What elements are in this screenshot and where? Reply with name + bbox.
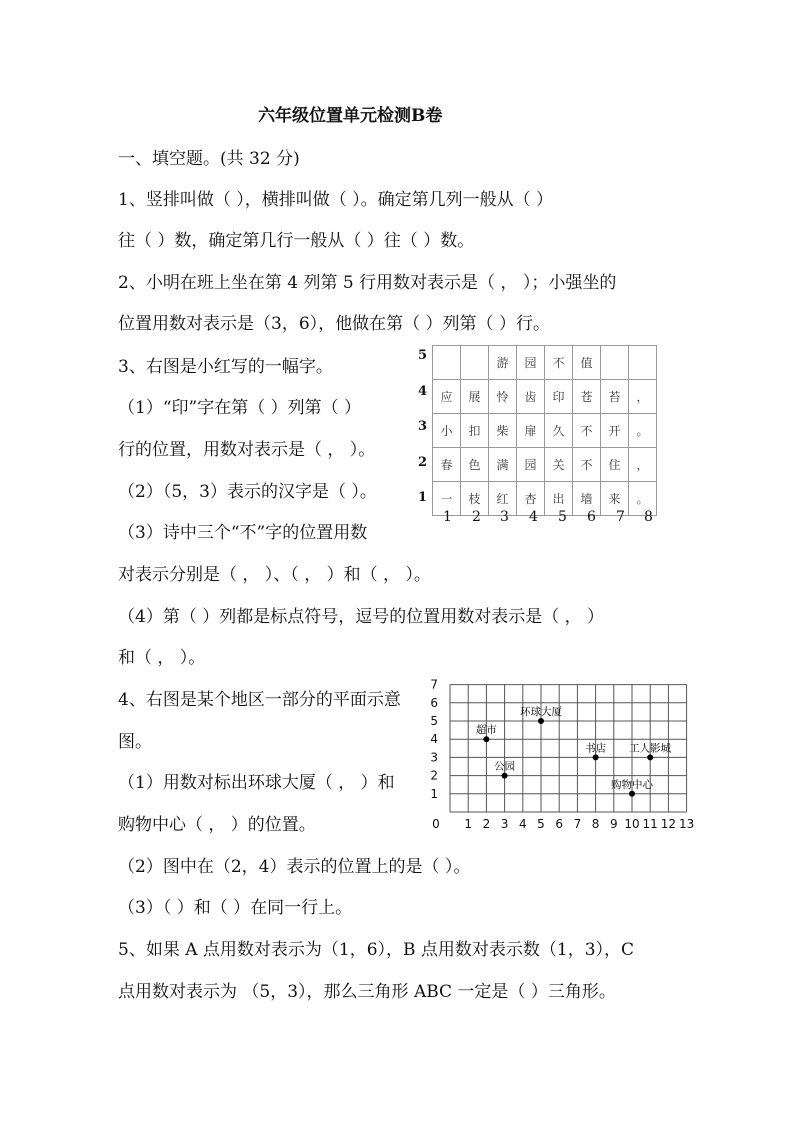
x-tick-label: 6 bbox=[555, 817, 564, 831]
grid-cell: 开 bbox=[601, 414, 629, 448]
grid-cell: 红 bbox=[489, 482, 517, 516]
grid-cell bbox=[433, 346, 461, 380]
row-label: 2 bbox=[418, 455, 428, 470]
q4-1b: 购物中心（ ， ）的位置。 bbox=[118, 815, 316, 835]
col-label: 6 bbox=[587, 509, 596, 525]
row-label: 3 bbox=[418, 419, 428, 434]
x-tick-label: 10 bbox=[624, 817, 640, 831]
q3-intro: 3、右图是小红写的一幅字。 bbox=[118, 357, 333, 377]
grid-cell: 杏 bbox=[517, 482, 545, 516]
x-tick-label: 5 bbox=[537, 817, 545, 831]
grid-cell bbox=[629, 346, 657, 380]
q4-intro-a: 4、右图是某个地区一部分的平面示意 bbox=[118, 690, 401, 710]
col-label: 8 bbox=[644, 509, 653, 525]
grid-cell: 不 bbox=[545, 346, 573, 380]
grid-cell: 值 bbox=[573, 346, 601, 380]
map-point bbox=[647, 754, 653, 760]
grid-cell: 满 bbox=[489, 448, 517, 482]
grid-cell: 柴 bbox=[489, 414, 517, 448]
map-point-label: 环球大厦 bbox=[520, 706, 562, 718]
grid-row bbox=[433, 448, 657, 482]
grid-cell: 墙 bbox=[573, 482, 601, 516]
grid-cell: 怜 bbox=[489, 380, 517, 414]
grid-cell: 不 bbox=[573, 448, 601, 482]
x-tick-label: 4 bbox=[518, 817, 527, 831]
q4-1a: （1）用数对标出环球大厦（ ， ）和 bbox=[118, 773, 395, 793]
q5-line2: 点用数对表示为 （5，3），那么三角形 ABC 一定是（ ）三角形。 bbox=[118, 982, 616, 1002]
grid-cell: 苔 bbox=[601, 380, 629, 414]
q3-2: （2）（5，3）表示的汉字是（ ）。 bbox=[118, 482, 377, 502]
q3-3b: 对表示分别是（ ， ）、（ ， ）和（ ， ）。 bbox=[118, 565, 431, 585]
x-tick-label: 3 bbox=[500, 817, 509, 831]
y-tick-label: 1 bbox=[430, 786, 438, 801]
col-label: 2 bbox=[472, 509, 481, 525]
y-tick-label: 3 bbox=[430, 750, 438, 765]
grid-cell: 住 bbox=[601, 448, 629, 482]
grid-cell bbox=[461, 346, 489, 380]
q4-intro-b: 图。 bbox=[118, 732, 152, 752]
y-tick-label: 6 bbox=[430, 695, 438, 710]
map-point-label: 工人影城 bbox=[629, 742, 672, 755]
q3-4a: （4）第（ ）列都是标点符号，逗号的位置用数对表示是（ ， ） bbox=[118, 607, 605, 627]
grid-cell: 扣 bbox=[461, 414, 489, 448]
poem-grid bbox=[432, 345, 657, 516]
q3-1b: 行的位置，用数对表示是（ ， ）。 bbox=[118, 440, 376, 460]
grid-cell: 齿 bbox=[517, 380, 545, 414]
section-heading: 一、填空题。(共 32 分) bbox=[118, 149, 300, 169]
x-tick-label: 7 bbox=[573, 817, 582, 831]
grid-cell: 园 bbox=[517, 448, 545, 482]
q5-line1: 5、如果 A 点用数对表示为（1，6），B 点用数对表示数（1，3），C bbox=[118, 940, 635, 960]
map-point bbox=[593, 754, 599, 760]
y-tick-label: 5 bbox=[430, 714, 438, 728]
map-point-label: 书店 bbox=[585, 742, 607, 755]
x-tick-label: 11 bbox=[642, 817, 658, 831]
q4-3: （3）（ ）和（ ）在同一行上。 bbox=[118, 898, 353, 918]
x-tick-label: 9 bbox=[609, 817, 618, 831]
grid-cell: 久 bbox=[545, 414, 573, 448]
x-tick-label: 13 bbox=[678, 817, 695, 831]
col-label: 4 bbox=[529, 509, 538, 525]
row-label: 4 bbox=[418, 384, 428, 399]
grid-cell: 游 bbox=[489, 346, 517, 380]
page-title: 六年级位置单元检测B卷 bbox=[258, 106, 443, 126]
map-point-label: 超市 bbox=[475, 724, 497, 737]
grid-row bbox=[433, 346, 657, 380]
grid-cell: 出 bbox=[545, 482, 573, 516]
q3-1a: （1）“印”字在第（ ）列第（ ） bbox=[118, 398, 362, 418]
row-label: 5 bbox=[418, 348, 428, 363]
grid-cell: 色 bbox=[461, 448, 489, 482]
grid-cell: 。 bbox=[629, 482, 657, 516]
map-point-label: 公园 bbox=[494, 760, 516, 773]
col-label: 5 bbox=[558, 509, 567, 525]
grid-cell: 苍 bbox=[573, 380, 601, 414]
q4-2: （2）图中在（2，4）表示的位置上的是（ ）。 bbox=[118, 857, 471, 877]
x-tick-label: 1 bbox=[464, 817, 473, 831]
grid-cell: 。 bbox=[629, 414, 657, 448]
grid-cell: 春 bbox=[433, 448, 461, 482]
grid-cell: 应 bbox=[433, 380, 461, 414]
grid-cell: 园 bbox=[517, 346, 545, 380]
q3-3a: （3）诗中三个“不”字的位置用数 bbox=[118, 523, 368, 543]
grid-cell: 不 bbox=[573, 414, 601, 448]
grid-cell: 关 bbox=[545, 448, 573, 482]
x-tick-label: 2 bbox=[482, 817, 491, 831]
grid-cell: 展 bbox=[461, 380, 489, 414]
grid-row bbox=[433, 380, 657, 414]
map-point bbox=[502, 773, 508, 779]
q1-line2: 往（ ）数，确定第几行一般从（ ）往（ ）数。 bbox=[118, 231, 475, 251]
map-point-label: 购物中心 bbox=[611, 778, 653, 791]
grid-cell: 小 bbox=[433, 414, 461, 448]
x-tick-label: 12 bbox=[660, 817, 677, 831]
y-tick-label: 7 bbox=[430, 677, 438, 692]
grid-cell: ， bbox=[629, 448, 657, 482]
q2-line2: 位置用数对表示是（3，6），他做在第（ ）列第（ ）行。 bbox=[118, 314, 550, 334]
grid-cell: 来 bbox=[601, 482, 629, 516]
y-tick-label: 2 bbox=[430, 768, 438, 783]
col-label: 1 bbox=[443, 509, 452, 525]
map-point bbox=[538, 718, 544, 724]
grid-cell: ， bbox=[629, 380, 657, 414]
grid-row bbox=[433, 414, 657, 448]
q2-line1: 2、小明在班上坐在第 4 列第 5 行用数对表示是（ ， ）；小强坐的 bbox=[118, 273, 617, 293]
q1-line1: 1、竖排叫做（ ），横排叫做（ ）。确定第几列一般从（ ） bbox=[118, 190, 554, 210]
row-label: 1 bbox=[418, 490, 428, 505]
map-point bbox=[629, 791, 635, 797]
x-tick-label: 8 bbox=[591, 817, 600, 831]
grid-cell: 扉 bbox=[517, 414, 545, 448]
grid-cell: 枝 bbox=[461, 482, 489, 516]
map-chart bbox=[425, 675, 710, 835]
grid-cell bbox=[601, 346, 629, 380]
map-point bbox=[483, 736, 489, 742]
y-tick-label: 4 bbox=[430, 732, 438, 747]
grid-cell: 印 bbox=[545, 380, 573, 414]
grid-cell: 一 bbox=[433, 482, 461, 516]
q3-4b: 和（ ， ）。 bbox=[118, 648, 206, 668]
x-tick-label: 0 bbox=[432, 817, 440, 831]
col-label: 7 bbox=[616, 509, 625, 525]
col-label: 3 bbox=[500, 509, 509, 525]
